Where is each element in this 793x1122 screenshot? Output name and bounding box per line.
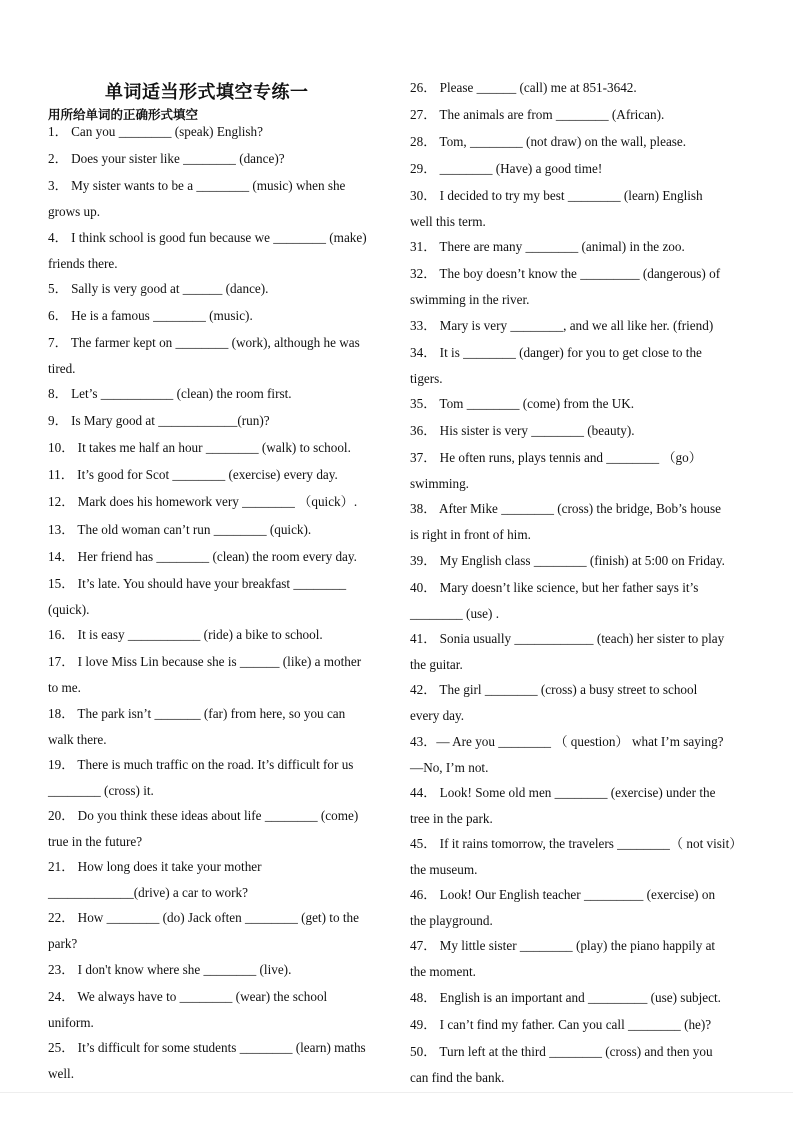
exercise-line: 45． If it rains tomorrow, the travelers ________（ not visit） [410,836,743,851]
exercise-line: the museum. [410,862,478,877]
exercise-line: 48． English is an important and _________ (use) subject. [410,990,721,1005]
exercise-line: 37． He often runs, plays tennis and ________ （go） [410,450,702,465]
exercise-line: can find the bank. [410,1070,505,1085]
exercise-line: 10． It takes me half an hour ________ (walk) to school. [48,440,351,455]
exercise-line: (quick). [48,602,90,617]
exercise-line: true in the future? [48,834,143,849]
exercise-line: swimming in the river. [410,292,530,307]
exercise-line: 23． I don't know where she ________ (live). [48,962,292,977]
exercise-line: park? [48,936,78,951]
exercise-line: 19． There is much traffic on the road. It’s difficult for us [48,757,354,772]
exercise-line: 43．— Are you ________ （ question） what I’m saying? [410,734,724,749]
exercise-line: 2． Does your sister like ________ (dance)? [48,151,285,166]
exercise-line: 5． Sally is very good at ______ (dance). [48,281,269,296]
exercise-line: 24． We always have to ________ (wear) the school [48,989,328,1004]
exercise-line: 8． Let’s ___________ (clean) the room first. [48,386,292,401]
exercise-line: —No, I’m not. [410,760,489,775]
exercise-line: 42． The girl ________ (cross) a busy street to school [410,682,698,697]
page-title: 单词适当形式填空专练一 [105,82,309,103]
exercise-line: 29． ________ (Have) a good time! [410,161,603,176]
exercise-line: 3． My sister wants to be a ________ (music) when she [48,178,346,193]
exercise-line: 1． Can you ________ (speak) English? [48,124,263,139]
exercise-line: tired. [48,361,76,376]
exercise-line: is right in front of him. [410,527,531,542]
exercise-line: ________ (cross) it. [48,783,154,798]
exercise-line: 9． Is Mary good at ____________(run)? [48,413,270,428]
exercise-line: uniform. [48,1015,94,1030]
exercise-line: 36． His sister is very ________ (beauty). [410,423,635,438]
exercise-line: 30． I decided to try my best ________ (learn) English [410,188,703,203]
exercise-line: 33． Mary is very ________, and we all like her. (friend) [410,318,714,333]
exercise-line: 27． The animals are from ________ (African). [410,107,665,122]
instructions: 用所给单词的正确形式填空 [48,107,199,122]
exercise-line: tree in the park. [410,811,493,826]
exercise-line: well this term. [410,214,486,229]
exercise-line: 40． Mary doesn’t like science, but her father says it’s [410,580,699,595]
exercise-line: the guitar. [410,657,463,672]
exercise-line: the playground. [410,913,493,928]
exercise-line: to me. [48,680,81,695]
exercise-line: walk there. [48,732,107,747]
exercise-line: 49． I can’t find my father. Can you call ________ (he)? [410,1017,712,1032]
exercise-line: 16． It is easy ___________ (ride) a bike to school. [48,627,323,642]
exercise-line: 38． After Mike ________ (cross) the bridge, Bob’s house [410,501,721,516]
exercise-line: 21． How long does it take your mother [48,859,262,874]
exercise-line: swimming. [410,476,469,491]
exercise-line: 15． It’s late. You should have your breakfast ________ [48,576,347,591]
exercise-line: 17． I love Miss Lin because she is ______ (like) a mother [48,654,362,669]
exercise-line: 47． My little sister ________ (play) the piano happily at [410,938,716,953]
exercise-line: well. [48,1066,75,1081]
exercise-line: 50． Turn left at the third ________ (cross) and then you [410,1044,713,1059]
exercise-line: 34． It is ________ (danger) for you to get close to the [410,345,702,360]
exercise-line: 4． I think school is good fun because we ________ (make) [48,230,367,245]
exercise-line: friends there. [48,256,118,271]
exercise-line: tigers. [410,371,443,386]
exercise-line: 25． It’s difficult for some students ________ (learn) maths [48,1040,366,1055]
exercise-line: grows up. [48,204,101,219]
exercise-line: 12． Mark does his homework very ________ （quick）. [48,494,358,509]
exercise-line: 14． Her friend has ________ (clean) the room every day. [48,549,357,564]
exercise-line: _____________(drive) a car to work? [48,885,248,900]
exercise-line: 44． Look! Some old men ________ (exercise) under the [410,785,716,800]
exercise-line: 11． It’s good for Scot ________ (exercise) every day. [48,467,338,482]
exercise-line: 32． The boy doesn’t know the _________ (dangerous) of [410,266,721,281]
exercise-line: ________ (use) . [410,606,500,621]
exercise-line: 22． How ________ (do) Jack often ________ (get) to the [48,910,359,925]
exercise-line: 31． There are many ________ (animal) in the zoo. [410,239,685,254]
exercise-line: 26． Please ______ (call) me at 851-3642. [410,80,637,95]
exercise-line: 6． He is a famous ________ (music). [48,308,253,323]
exercise-line: 13． The old woman can’t run ________ (quick). [48,522,312,537]
exercise-line: the moment. [410,964,476,979]
exercise-line: 28． Tom, ________ (not draw) on the wall, please. [410,134,687,149]
exercise-line: 46． Look! Our English teacher _________ (exercise) on [410,887,716,902]
exercise-line: 7． The farmer kept on ________ (work), although he was [48,335,360,350]
exercise-line: 18． The park isn’t _______ (far) from here, so you can [48,706,346,721]
exercise-line: 41． Sonia usually ____________ (teach) her sister to play [410,631,725,646]
exercise-line: every day. [410,708,465,723]
exercise-line: 39． My English class ________ (finish) at 5:00 on Friday. [410,553,725,568]
page-bottom-rule [0,1092,793,1093]
exercise-line: 35． Tom ________ (come) from the UK. [410,396,635,411]
exercise-line: 20． Do you think these ideas about life ________ (come) [48,808,359,823]
